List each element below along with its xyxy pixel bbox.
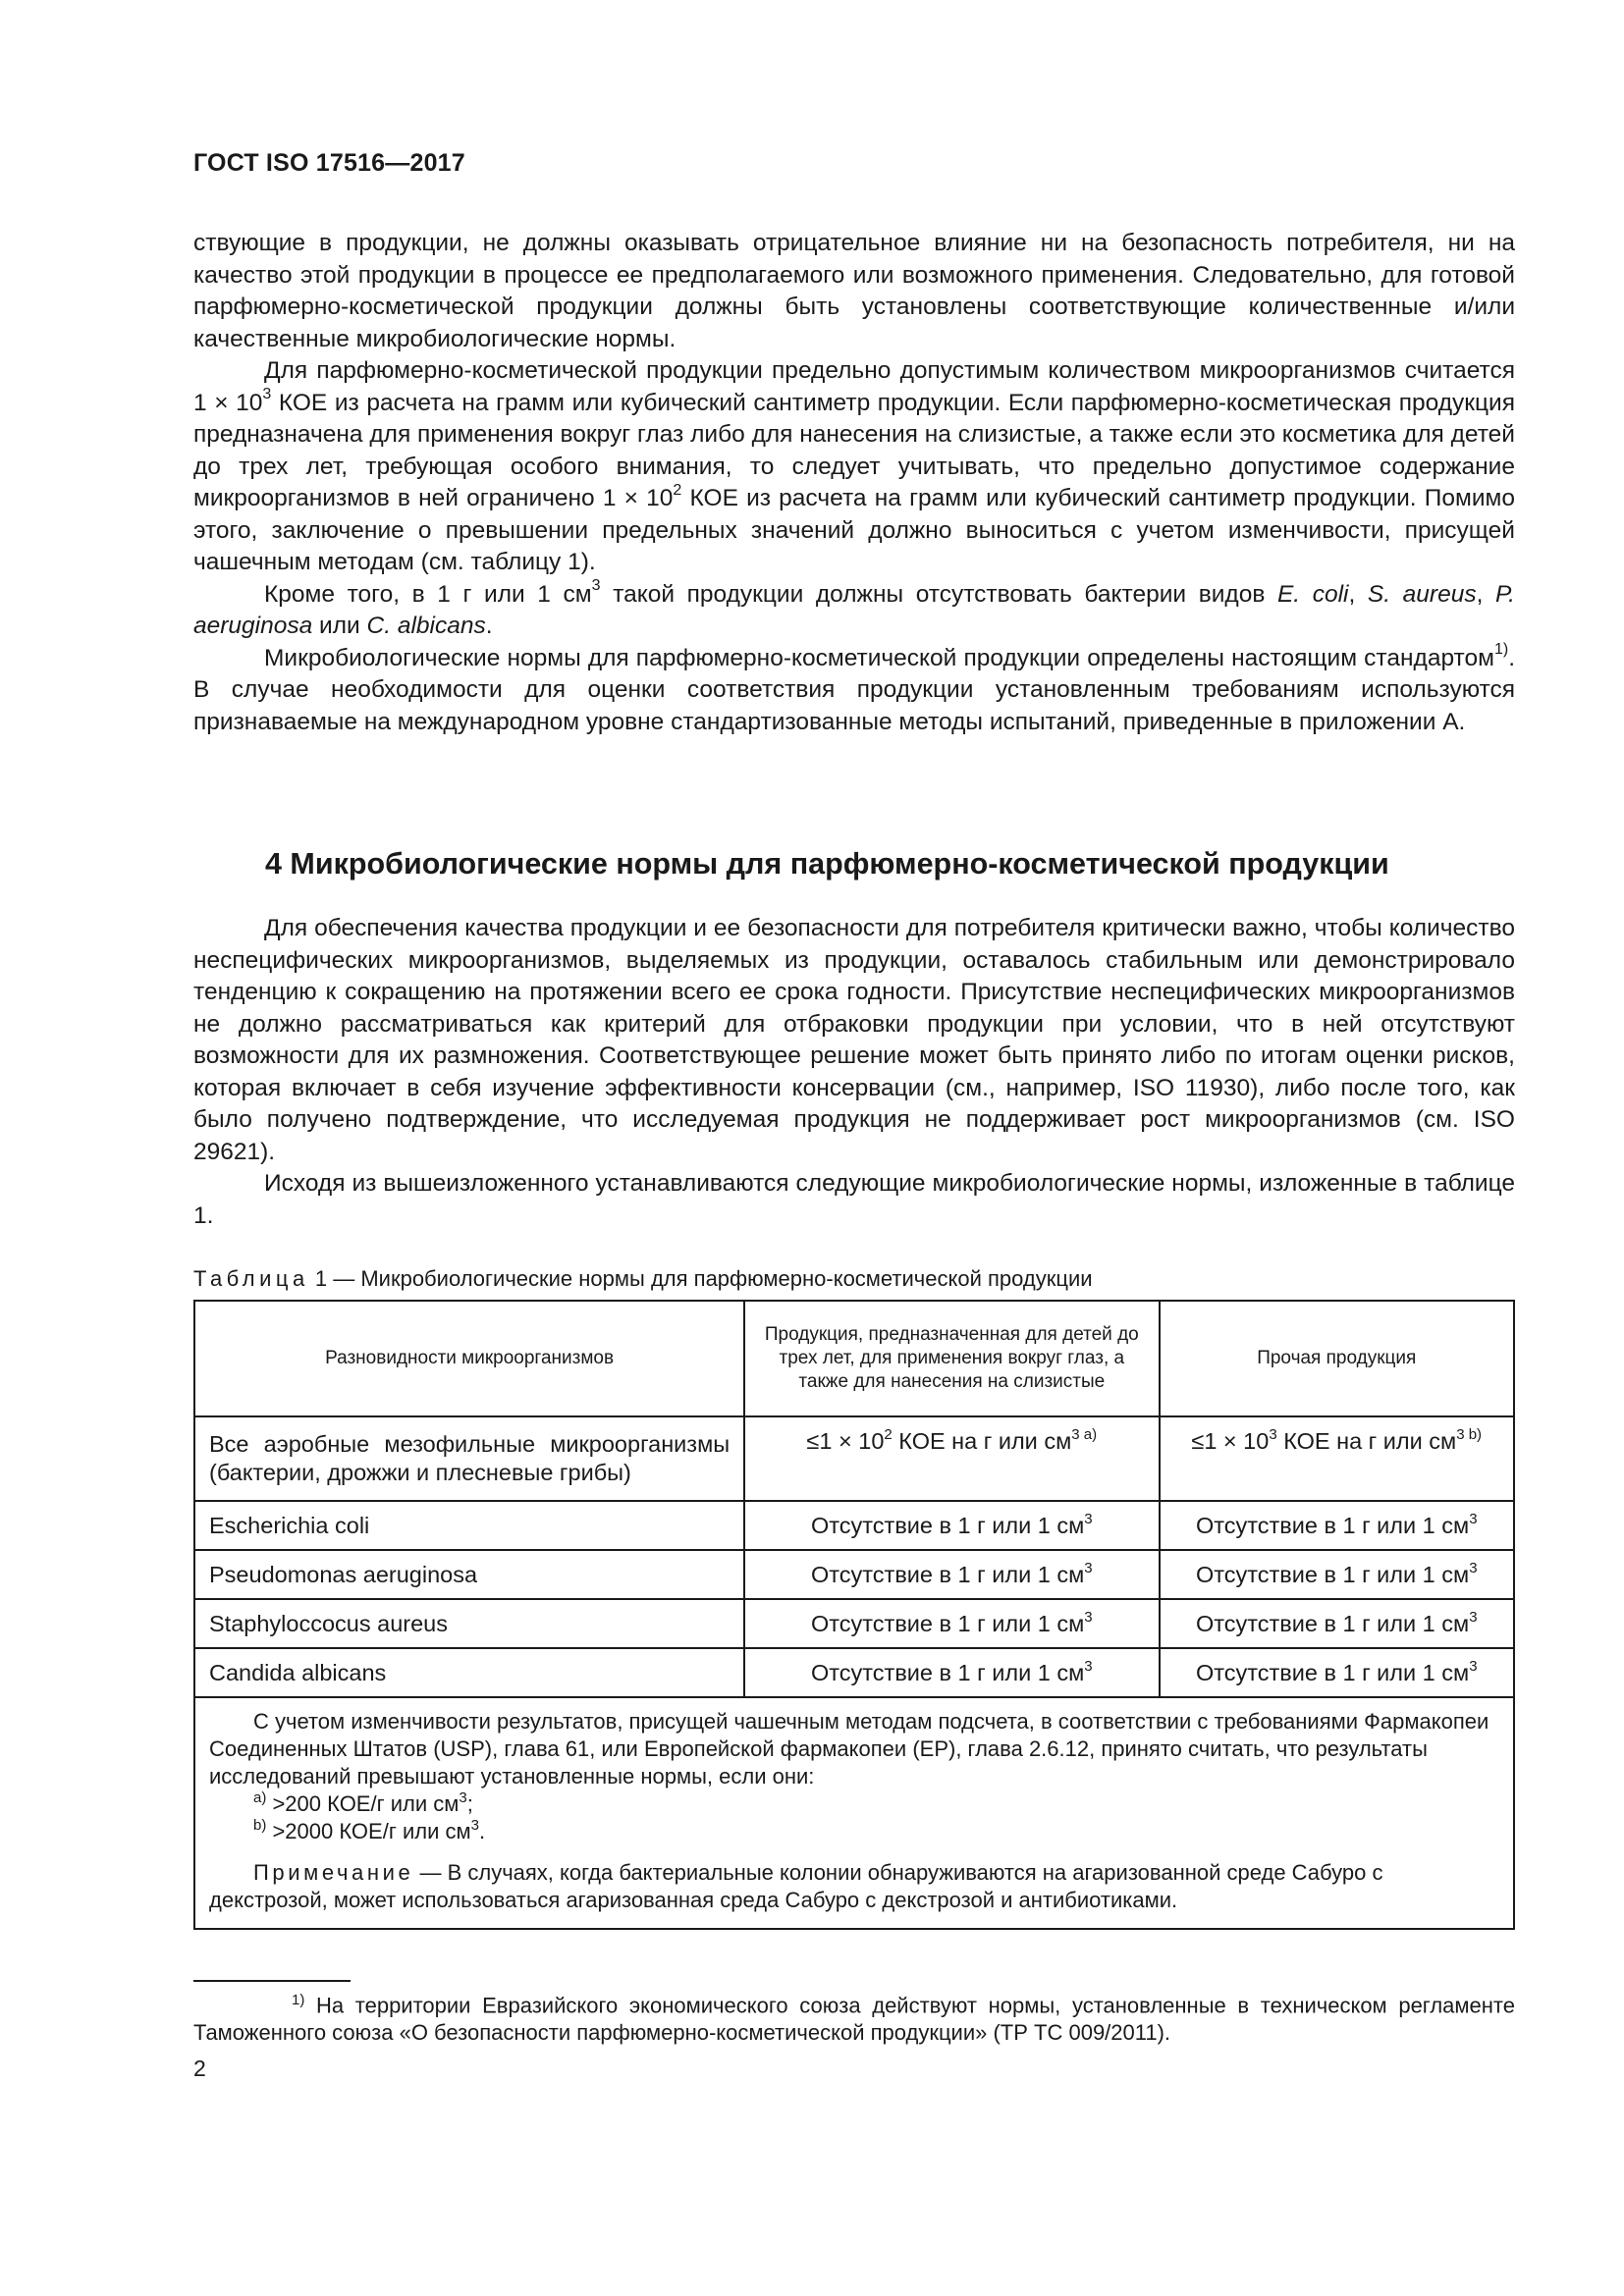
paragraph: ствующие в продукции, не должны оказывать отрицательное влияние ни на безопасность потребителя, ни на качество этой продукции в процессе ее предполагаемого или возможного применения. Следовательно, для готовой парфюмерно-косметической продукции должны быть установлены соответствующие количественные и/или качественные микробиологические нормы. (193, 230, 1515, 352)
notes-footnote-b: $^{b)}$ >2000 КОЕ/г или $см^3$. (253, 1816, 486, 1843)
organism-cell: Все аэробные мезофильные микроорганизмы (бактерии, дрожжи и плесневые грибы) (194, 1416, 744, 1501)
organism-cell: Escherichia coli (194, 1501, 744, 1550)
paragraph: Исходя из вышеизложенного устанавливаются следующие микробиологические нормы, изложенные в таблице 1. (193, 1170, 1515, 1229)
section-text (193, 913, 1515, 1232)
paragraph: Микробиологические нормы для парфюмерно-косметической продукции определены настоящим стандартом$^{1)}$. В случае необходимости для оценки соответствия продукции установленным требованиям используются признаваемые на международном уровне стандартизованные методы испытаний, приведенные в приложении А. (193, 641, 1515, 735)
table-note: Примечание — В случаях, когда бактериальные колонии обнаруживаются на агаризованной среде Сабуро с декстрозой, может использоваться агаризованная среда Сабуро с декстрозой и антибиотиками. (209, 1860, 1383, 1912)
paragraph: Кроме того, в 1 г или 1 $см^3$ такой продукции должны отсутствовать бактерии видов E. coli, S. aureus, P. aeruginosa или C. albicans. (193, 577, 1515, 639)
section-title: 4 Микробиологические нормы для парфюмерно-косметической продукции (265, 847, 1389, 881)
notes-footnote-a: $^{a)}$ >200 КОЕ/г или $см^3$; (253, 1789, 473, 1816)
organism-cell: Pseudomonas aeruginosa (194, 1550, 744, 1599)
column-header: Прочая продукция (1160, 1301, 1515, 1416)
column-header: Продукция, предназначенная для детей до трех лет, для применения вокруг глаз, а также для нанесения на слизистые (744, 1301, 1159, 1416)
norm-cell: $\le 1 \times 10^3$ КОЕ на г или $см^{3 b)}$ (1160, 1416, 1515, 1501)
intro-text (193, 228, 1515, 738)
norm-cell: Отсутствие в 1 г или 1 $см^3$ (1160, 1550, 1515, 1599)
norm-cell: $\le 1 \times 10^2$ КОЕ на г или $см^{3 a)}$ (744, 1416, 1159, 1501)
norm-cell: Отсутствие в 1 г или 1 $см^3$ (744, 1599, 1159, 1648)
notes-paragraph: С учетом изменчивости результатов, присущей чашечным методам подсчета, в соответствии с требованиями Фармакопеи Соединенных Штатов (USP), глава 61, или Европейской фармакопеи (EP), глава 2.6.12, принято считать, что результаты исследований превышают установленные нормы, если они: (209, 1709, 1489, 1789)
page-number: 2 (193, 2056, 206, 2081)
norm-cell: Отсутствие в 1 г или 1 $см^3$ (744, 1501, 1159, 1550)
organism-cell: Candida albicans (194, 1648, 744, 1697)
paragraph: Для обеспечения качества продукции и ее безопасности для потребителя критически важно, чтобы количество неспецифических микроорганизмов, выделяемых из продукции, оставалось стабильным или демонстрировало тенденцию к сокращению на протяжении всего ее срока годности. Присутствие неспецифических микроорганизмов не должно рассматриваться как критерий для отбраковки продукции при условии, что в ней отсутствуют возможности для их размножения. Соответствующее решение может быть принято либо по итогам оценки рисков, которая включает в себя изучение эффективности консервации (см., например, ISO 11930), либо после того, как было получено подтверждение, что исследуемая продукция не поддерживает рост микроорганизмов (см. ISO 29621). (193, 915, 1515, 1165)
table-caption: Таблица 1 — Микробиологические нормы для парфюмерно-косметической продукции (193, 1266, 1093, 1291)
table-row (194, 1550, 1514, 1599)
norm-cell: Отсутствие в 1 г или 1 $см^3$ (1160, 1648, 1515, 1697)
norm-cell: Отсутствие в 1 г или 1 $см^3$ (744, 1648, 1159, 1697)
column-header: Разновидности микроорганизмов (194, 1301, 744, 1416)
footnote: $^{1)}$ На территории Евразийского экономического союза действуют нормы, установленные в техническом регламенте Таможенного союза «О безопасности парфюмерно-косметической продукции» (ТР ТС 009/2011). (193, 1992, 1515, 2046)
table-row (194, 1501, 1514, 1550)
paragraph: Для парфюмерно-косметической продукции предельно допустимым количеством микроорганизмов считается $1 \times 10^3$ КОЕ из расчета на грамм или кубический сантиметр продукции. Если парфюмерно-косметическая продукция предназначена для применения вокруг глаз либо для нанесения на слизистые, а также если это косметика для детей до трех лет, требующая особого внимания, то следует учитывать, что предельно допустимое содержание микроорганизмов в ней ограничено $1 \times 10^2$ КОЕ из расчета на грамм или кубический сантиметр продукции. Помимо этого, заключение о превышении предельных значений должно выноситься с учетом изменчивости, присущей чашечным методам (см. таблицу 1). (193, 357, 1515, 575)
organism-cell: Staphyloccocus aureus (194, 1599, 744, 1648)
table-row (194, 1599, 1514, 1648)
table-notes-row (194, 1697, 1514, 1929)
table-notes (194, 1697, 1514, 1929)
norm-cell: Отсутствие в 1 г или 1 $см^3$ (1160, 1501, 1515, 1550)
table-header-row (194, 1301, 1514, 1416)
footnote-divider (193, 1980, 351, 1982)
norm-cell: Отсутствие в 1 г или 1 $см^3$ (744, 1550, 1159, 1599)
table-row (194, 1416, 1514, 1501)
footnote-ref[interactable]: 1) (1493, 641, 1509, 659)
norms-table (193, 1300, 1515, 1930)
document-header: ГОСТ ISO 17516—2017 (193, 149, 465, 177)
table-row (194, 1648, 1514, 1697)
norm-cell: Отсутствие в 1 г или 1 $см^3$ (1160, 1599, 1515, 1648)
